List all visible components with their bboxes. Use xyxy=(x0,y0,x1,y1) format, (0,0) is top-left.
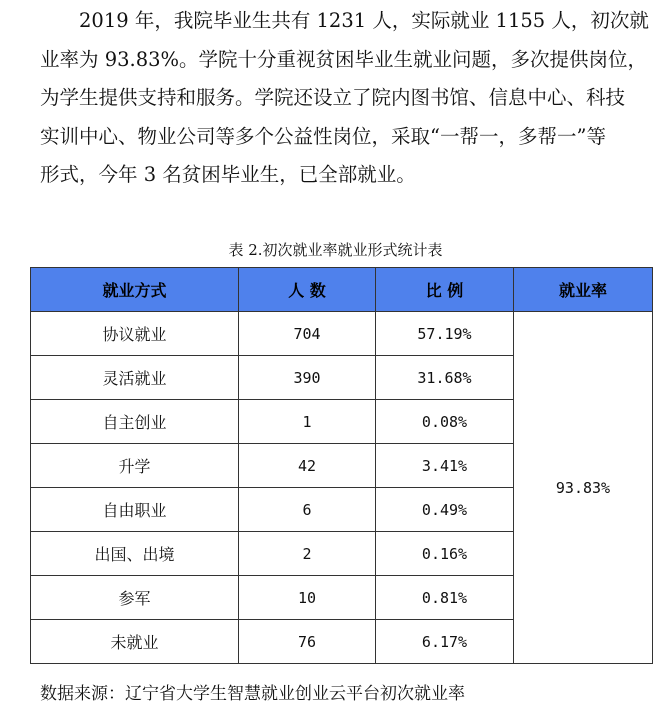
table-caption: 表 2.初次就业率就业形式统计表 xyxy=(228,241,443,259)
paragraph-line: 2019 年，我院毕业生共有 1231 人，实际就业 1155 人，初次就 xyxy=(79,9,649,32)
header-method: 就业方式 xyxy=(31,268,239,312)
paragraph-line: 实训中心、物业公司等多个公益性岗位，采取“一帮一，多帮一”等 xyxy=(40,124,606,148)
header-rate: 就业率 xyxy=(514,268,653,312)
cell-method: 升学 xyxy=(31,444,239,488)
paragraph-line: 业率为 93.83%。学院十分重视贫困毕业生就业问题，多次提供岗位， xyxy=(40,47,648,71)
cell-method: 参军 xyxy=(31,576,239,620)
header-ratio: 比 例 xyxy=(376,268,514,312)
cell-count: 390 xyxy=(239,356,376,400)
cell-method: 自由职业 xyxy=(31,488,239,532)
cell-count: 704 xyxy=(239,312,376,356)
cell-ratio: 3.41% xyxy=(376,444,514,488)
cell-method: 协议就业 xyxy=(31,312,239,356)
cell-ratio: 57.19% xyxy=(376,312,514,356)
cell-method: 出国、出境 xyxy=(31,532,239,576)
header-count: 人 数 xyxy=(239,268,376,312)
cell-ratio: 0.08% xyxy=(376,400,514,444)
cell-count: 6 xyxy=(239,488,376,532)
cell-count: 10 xyxy=(239,576,376,620)
cell-count: 42 xyxy=(239,444,376,488)
paragraph-line: 为学生提供支持和服务。学院还设立了院内图书馆、信息中心、科技 xyxy=(40,86,626,109)
cell-method: 未就业 xyxy=(31,620,239,664)
cell-method: 自主创业 xyxy=(31,400,239,444)
cell-ratio: 31.68% xyxy=(376,356,514,400)
cell-ratio: 0.16% xyxy=(376,532,514,576)
cell-ratio: 0.49% xyxy=(376,488,514,532)
data-source-note: 数据来源：辽宁省大学生智慧就业创业云平台初次就业率 xyxy=(40,684,465,704)
cell-count: 1 xyxy=(239,400,376,444)
cell-employment-rate: 93.83% xyxy=(514,312,653,664)
cell-count: 2 xyxy=(239,532,376,576)
table-header-row xyxy=(31,268,653,312)
body-paragraph xyxy=(40,2,652,195)
paragraph-line: 形式，今年 3 名贫困毕业生，已全部就业。 xyxy=(40,163,416,186)
employment-stats-table xyxy=(30,267,653,664)
table-row xyxy=(31,312,653,356)
cell-count: 76 xyxy=(239,620,376,664)
cell-method: 灵活就业 xyxy=(31,356,239,400)
cell-ratio: 6.17% xyxy=(376,620,514,664)
cell-ratio: 0.81% xyxy=(376,576,514,620)
